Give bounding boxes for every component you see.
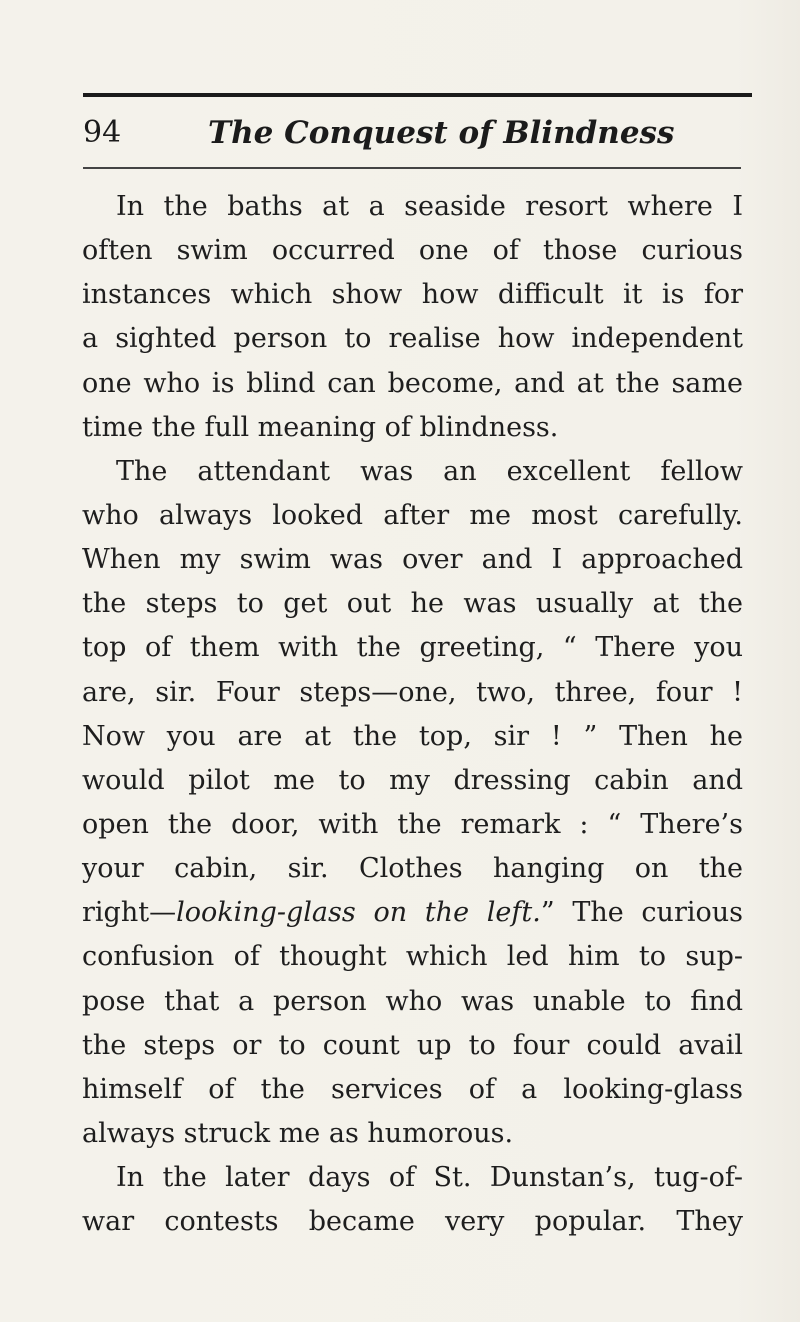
text-line: would pilot me to my dressing cabin and: [82, 764, 743, 796]
text-span: right—: [82, 897, 177, 929]
text-line: the steps to get out he was usually at the: [82, 588, 743, 620]
text-line: are, sir. Four steps—one, two, three, four !: [82, 676, 743, 708]
text-line: your cabin, sir. Clothes hanging on the: [82, 853, 743, 885]
text-line: open the door, with the remark : “ There’s: [82, 808, 743, 840]
text-line: In the later days of St. Dunstan’s, tug-of-: [116, 1162, 743, 1194]
text-line: instances which show how difficult it is for: [82, 279, 743, 311]
text-line: one who is blind can become, and at the same: [82, 367, 743, 399]
text-line: The attendant was an excellent fellow: [116, 455, 743, 487]
text-line: a sighted person to realise how independent: [82, 323, 743, 355]
text-span: ” The curious: [540, 897, 743, 929]
text-line: In the baths at a seaside resort where I: [116, 191, 743, 222]
body-text: [82, 185, 743, 1244]
page-number: 94: [83, 115, 122, 150]
text-line: Now you are at the top, sir ! ” Then he: [82, 720, 743, 752]
text-line: war contests became very popular. They: [82, 1206, 743, 1238]
text-line: top of them with the greeting, “ There you: [82, 632, 743, 664]
header-rule-top: [83, 93, 752, 97]
text-line: time the full meaning of blindness.: [82, 411, 559, 443]
text-line: confusion of thought which led him to sup-: [82, 941, 743, 973]
italic-span: looking-glass on the left.: [176, 897, 541, 929]
text-line: the steps or to count up to four could avail: [82, 1029, 743, 1061]
text-line: who always looked after me most carefully.: [82, 499, 743, 531]
text-line: pose that a person who was unable to find: [82, 985, 743, 1017]
text-line: When my swim was over and I approached: [82, 544, 743, 576]
text-line: often swim occurred one of those curious: [82, 235, 743, 267]
text-line: himself of the services of a looking-glass: [82, 1073, 743, 1105]
text-line: always struck me as humorous.: [82, 1117, 514, 1149]
header-rule-bottom: [83, 167, 741, 169]
text-line-mixed: [82, 891, 743, 935]
running-title: The Conquest of Blindness: [208, 115, 675, 151]
